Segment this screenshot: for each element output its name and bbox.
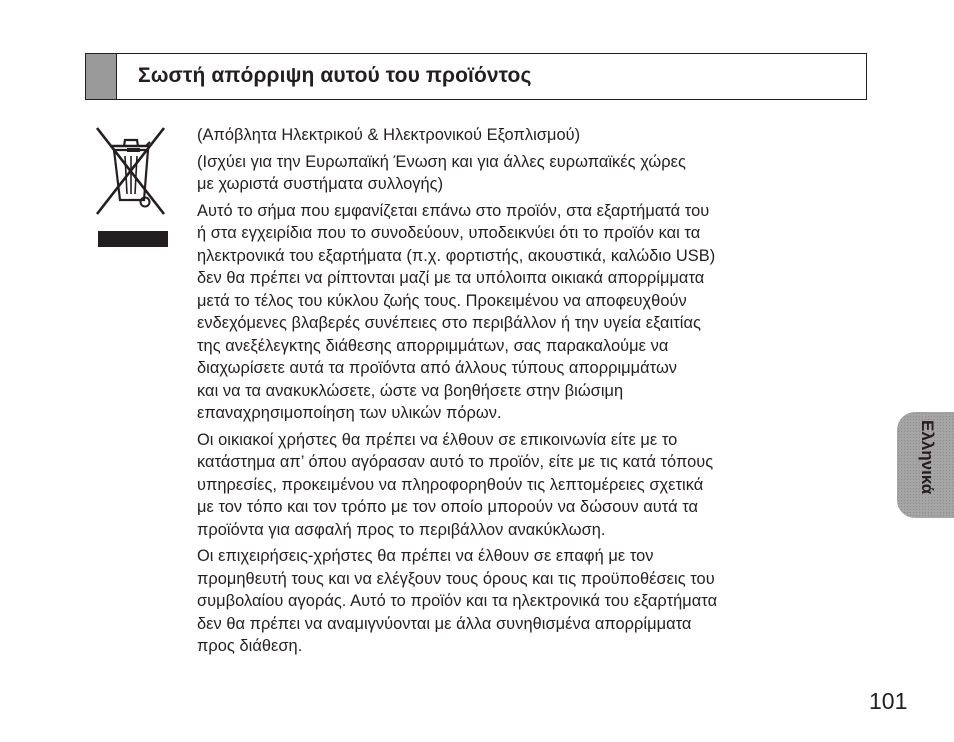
- weee-solid-bar: [98, 231, 168, 247]
- section-title: Σωστή απόρριψη αυτού του προϊόντος: [138, 64, 532, 87]
- text-line: μετά το τέλος του κύκλου ζωής τους. Προκειμένου να αποφευχθούν: [197, 291, 687, 310]
- text-line: της ανεξέλεγκτης διάθεσης απορριμμάτων, σας παρακαλούμε να: [197, 336, 669, 355]
- text-line: κατάστημα απ’ όπου αγόρασαν αυτό το προϊόν, είτε με τις κατά τόπους: [197, 453, 714, 471]
- disposal-text: [197, 124, 857, 662]
- header-accent-bar: [86, 54, 117, 99]
- paragraph-applicability: [197, 151, 857, 196]
- text-line: ενδεχόμενες βλαβερές συνέπειες στο περιβάλλον ή την υγεία εξαιτίας: [197, 314, 701, 332]
- text-line: προς διάθεση.: [197, 637, 303, 655]
- text-line: με χωριστά συστήματα συλλογής): [197, 175, 444, 193]
- page-number: 101: [869, 688, 908, 714]
- text-line: Οι οικιακοί χρήστες θα πρέπει να έλθουν σε επικοινωνία είτε με το: [197, 430, 678, 449]
- paragraph-business-users: [197, 545, 857, 658]
- text-line: ή στα εγχειρίδια που το συνοδεύουν, υποδεικνύει ότι το προϊόν και τα: [197, 224, 701, 242]
- text-line: προμηθευτή τους και να ελέγξουν τους όρους και τις προϋποθέσεις του: [197, 569, 715, 588]
- text-line: ηλεκτρονικά του εξαρτήματα (π.χ. φορτιστής, ακουστικά, καλώδιο USB): [197, 246, 716, 265]
- text-line: διαχωρίσετε αυτά τα προϊόντα από άλλους τύπους απορριμμάτων: [197, 359, 678, 377]
- language-side-tab: [897, 412, 954, 518]
- language-tab-label: Ελληνικά: [918, 420, 937, 495]
- section-header: [85, 53, 867, 100]
- text-line: και να τα ανακυκλώσετε, ώστε να βοηθήσετε στην βιώσιμη: [197, 381, 624, 400]
- text-line: Οι επιχειρήσεις-χρήστες θα πρέπει να έλθουν σε επαφή με τον: [197, 547, 654, 565]
- text-line: υπηρεσίες, προκειμένου να πληροφορηθούν τις λεπτομέρειες σχετικά: [197, 475, 704, 494]
- paragraph-household-users: [197, 429, 857, 542]
- paragraph-marking: [197, 200, 857, 425]
- text-line: (Ισχύει για την Ευρωπαϊκή Ένωση και για άλλες ευρωπαϊκές χώρες: [197, 152, 686, 171]
- paragraph-weee: [197, 124, 857, 147]
- text-line: προϊόντα για ασφαλή προς το περιβάλλον ανακύκλωση.: [197, 520, 606, 539]
- text-line: επαναχρησιμοποίηση των υλικών πόρων.: [197, 404, 502, 422]
- text-line: συμβολαίου αγοράς. Αυτό το προϊόν και τα ηλεκτρονικά του εξαρτήματα: [197, 592, 718, 610]
- crossed-out-wheelie-bin-icon: [94, 126, 168, 216]
- text-line: δεν θα πρέπει να ρίπτονται μαζί με τα υπόλοιπα οικιακά απορρίμματα: [197, 269, 705, 287]
- text-line: (Απόβλητα Ηλεκτρικού & Ηλεκτρονικού Εξοπλισμού): [197, 126, 581, 144]
- text-line: Αυτό το σήμα που εμφανίζεται επάνω στο προϊόν, στα εξαρτήματά του: [197, 201, 710, 220]
- text-line: με τον τόπο και τον τρόπο με τον οποίο μπορούν να δώσουν αυτά τα: [197, 498, 699, 516]
- text-line: δεν θα πρέπει να αναμιγνύονται με άλλα συνηθισμένα απορρίμματα: [197, 614, 692, 633]
